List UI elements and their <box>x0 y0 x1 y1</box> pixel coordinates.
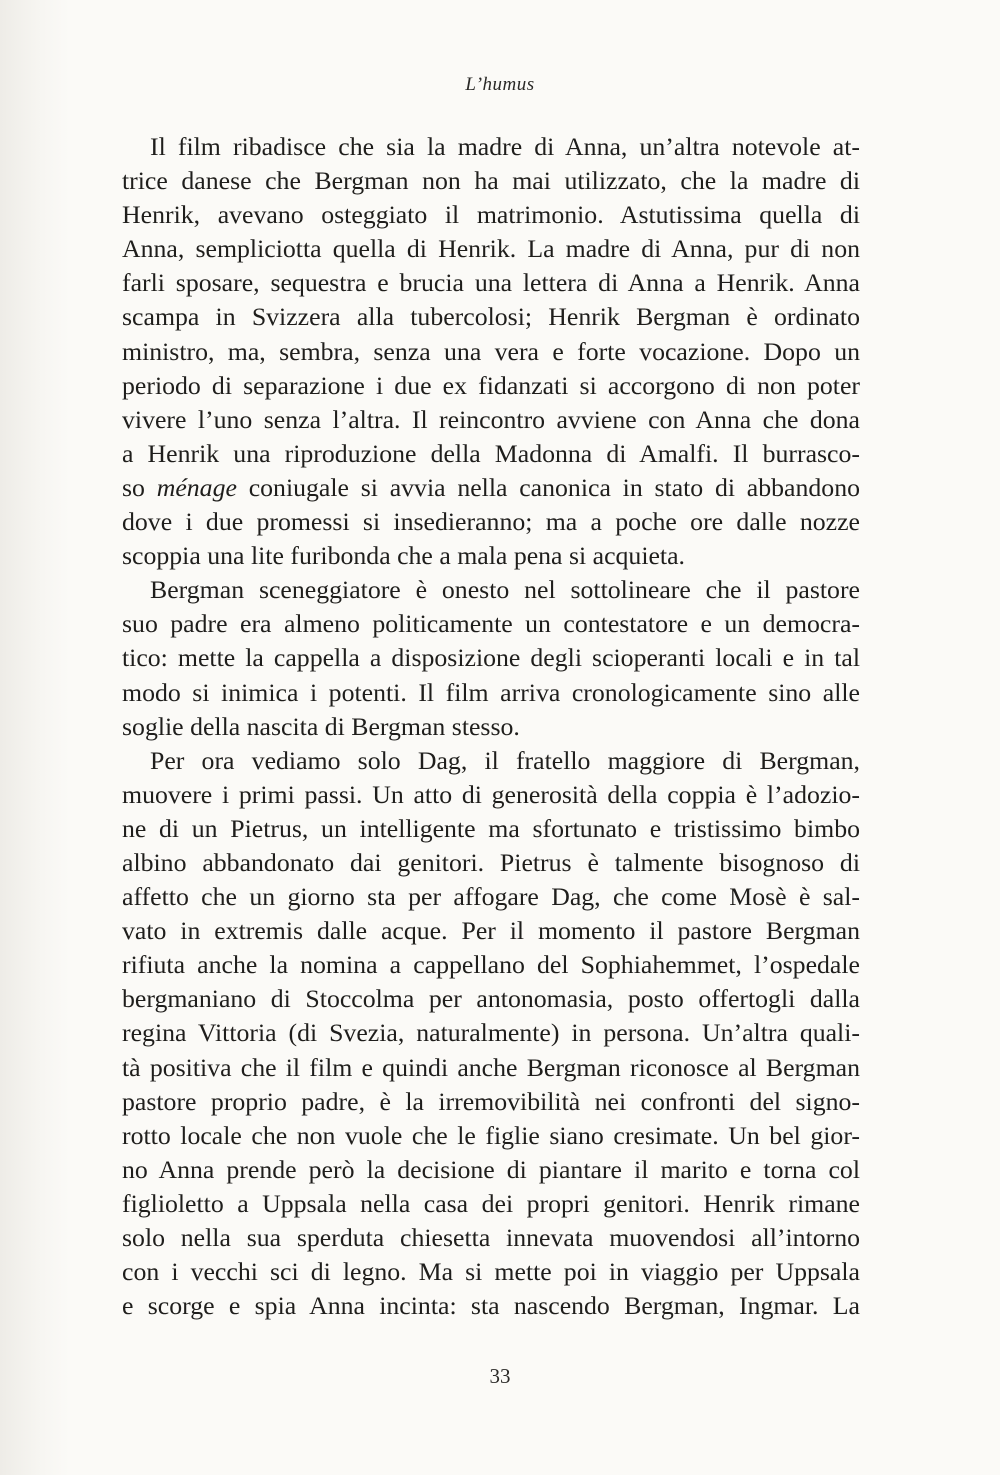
text-line <box>122 471 860 505</box>
italic-term: ménage <box>156 472 237 502</box>
text-line: no Anna prende però la decisione di piantare il marito e torna col <box>122 1154 860 1184</box>
text-line: vivere l’uno senza l’altra. Il reincontro avviene con Anna che dona <box>122 404 860 434</box>
text-line: Il film ribadisce che sia la madre di Anna, un’altra notevole at- <box>150 132 860 161</box>
text-line: figlioletto a Uppsala nella casa dei propri genitori. Henrik rimane <box>122 1188 860 1218</box>
text-line: scoppia una lite furibonda che a mala pena si acquieta. <box>122 541 685 571</box>
text-line: modo si inimica i potenti. Il film arriva cronologicamente sino alle <box>122 677 860 707</box>
text-line: a Henrik una riproduzione della Madonna di Amalfi. Il burrasco- <box>122 438 860 468</box>
text-line: affetto che un giorno sta per affogare Dag, che come Mosè è sal- <box>122 882 860 912</box>
text-line: suo padre era almeno politicamente un contestatore e un democra- <box>122 609 860 639</box>
text-line: Bergman sceneggiatore è onesto nel sottolineare che il pastore <box>150 575 860 605</box>
text-line: e scorge e spia Anna incinta: sta nascendo Bergman, Ingmar. La <box>122 1291 860 1321</box>
body-text <box>122 130 860 1323</box>
paragraph <box>122 130 860 573</box>
text-line: Henrik, avevano osteggiato il matrimonio. Astutissima quella di <box>122 200 860 230</box>
text-run: coniugale si avvia nella canonica in stato di abbandono <box>236 472 860 502</box>
text-line: regina Vittoria (di Svezia, naturalmente) in persona. Un’altra quali- <box>122 1018 860 1048</box>
page-number: 33 <box>489 1364 511 1388</box>
text-line: Per ora vediamo solo Dag, il fratello maggiore di Bergman, <box>150 745 860 775</box>
text-line: vato in extremis dalle acque. Per il momento il pastore Bergman <box>122 916 860 946</box>
text-line: scampa in Svizzera alla tubercolosi; Henrik Bergman è ordinato <box>122 302 860 332</box>
text-line: periodo di separazione i due ex fidanzati si accorgono di non poter <box>122 370 860 400</box>
text-line: rotto locale che non vuole che le figlie siano cresimate. Un bel gior- <box>122 1120 860 1150</box>
paragraph <box>122 744 860 1324</box>
text-line: bergmaniano di Stoccolma per antonomasia, posto offertogli dalla <box>122 984 860 1014</box>
text-line: dove i due promessi si insedieranno; ma a poche ore dalle nozze <box>122 507 860 537</box>
page-edge-shadow <box>0 0 70 1475</box>
text-line: tà positiva che il film e quindi anche Bergman riconosce al Bergman <box>122 1052 860 1082</box>
text-line: muovere i primi passi. Un atto di generosità della coppia è l’adozio- <box>122 779 860 809</box>
text-line: ne di un Pietrus, un intelligente ma sfortunato e tristissimo bimbo <box>122 813 860 843</box>
text-line: Anna, sempliciotta quella di Henrik. La madre di Anna, pur di non <box>122 234 860 264</box>
text-line: rifiuta anche la nomina a cappellano del Sophiahemmet, l’ospedale <box>122 950 860 980</box>
text-line: farli sposare, sequestra e brucia una lettera di Anna a Henrik. Anna <box>122 268 860 298</box>
text-line: tico: mette la cappella a disposizione degli scioperanti locali e in tal <box>122 643 860 673</box>
text-line: trice danese che Bergman non ha mai utilizzato, che la madre di <box>122 166 860 196</box>
paragraph <box>122 573 860 743</box>
text-line: con i vecchi sci di legno. Ma si mette poi in viaggio per Uppsala <box>122 1257 860 1287</box>
text-line: solo nella sua sperduta chiesetta innevata muovendosi all’intorno <box>122 1223 860 1252</box>
text-line: albino abbandonato dai genitori. Pietrus è talmente bisognoso di <box>122 847 860 877</box>
text-line: ministro, ma, sembra, senza una vera e forte vocazione. Dopo un <box>122 336 860 366</box>
text-line: pastore proprio padre, è la irremovibilità nei confronti del signo- <box>122 1086 860 1116</box>
text-line: soglie della nascita di Bergman stesso. <box>122 711 520 741</box>
running-head: L’humus <box>465 74 535 95</box>
text-run: so <box>122 472 157 502</box>
